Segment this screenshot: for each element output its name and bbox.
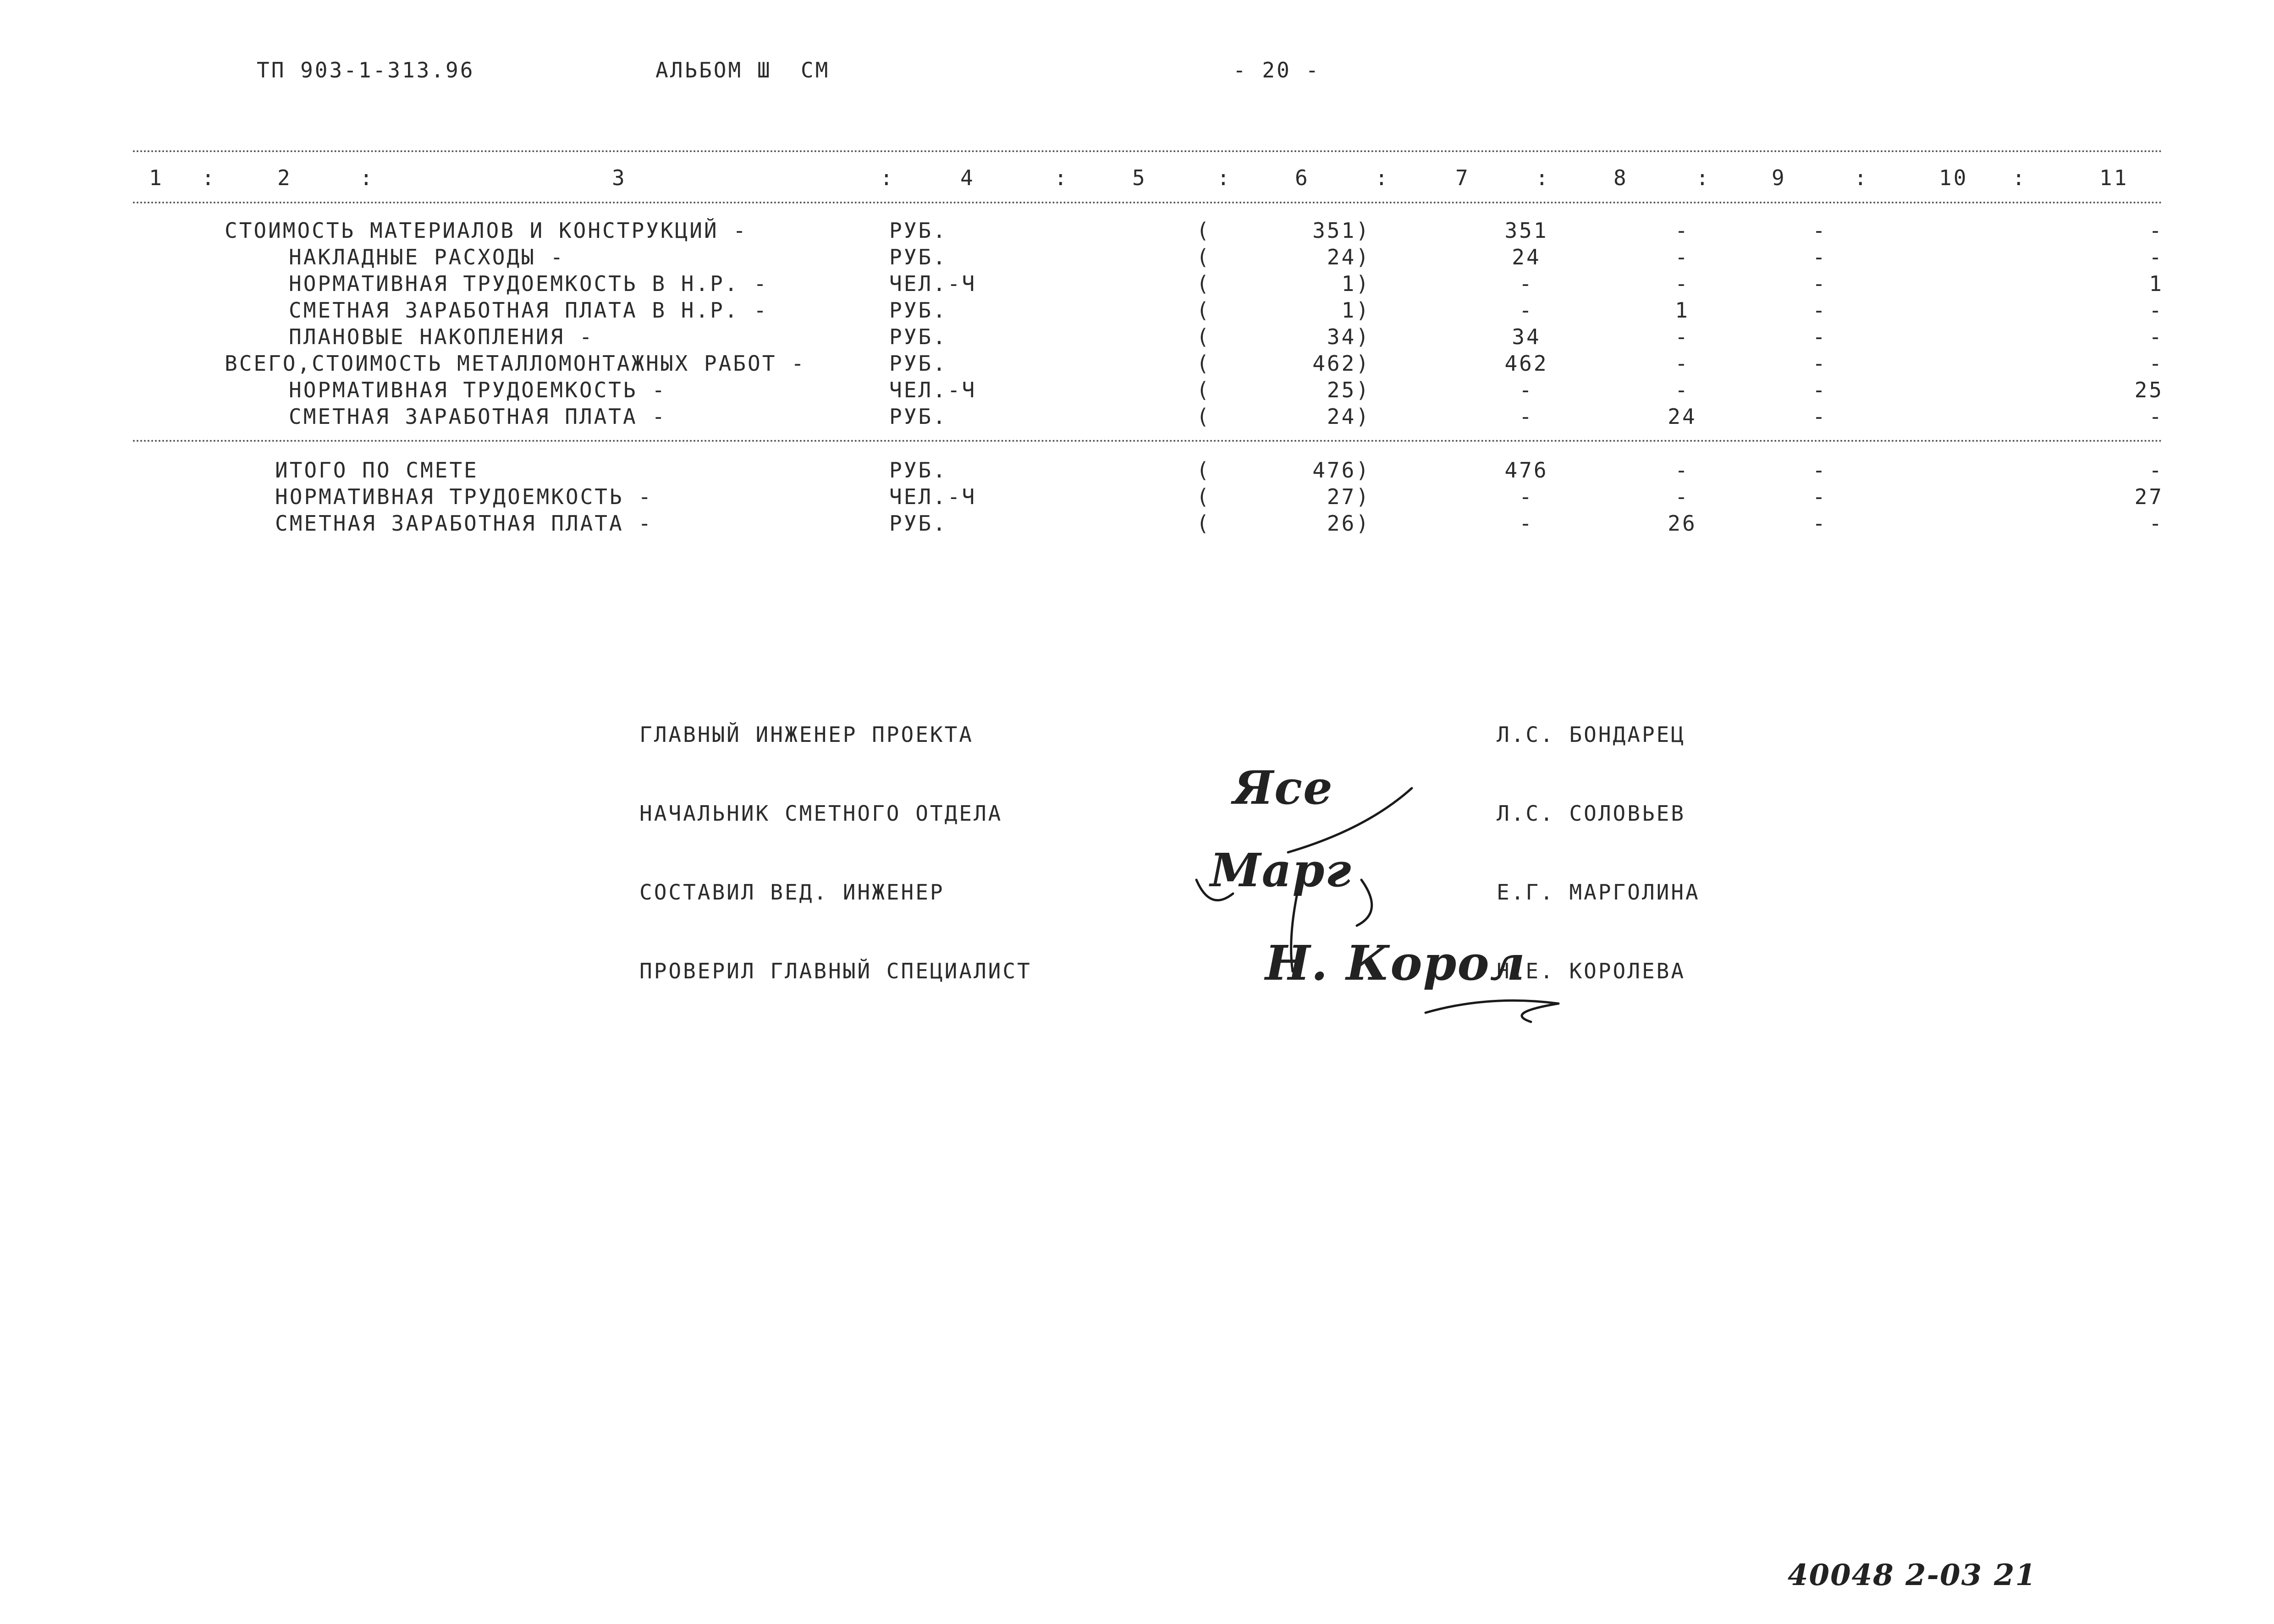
row-col11: 1 — [2149, 271, 2164, 296]
row-col8: - — [1675, 218, 1690, 243]
row-name: СМЕТНАЯ ЗАРАБОТНАЯ ПЛАТА - — [275, 511, 653, 536]
row-col6: 1) — [1341, 271, 1371, 296]
column-number: 11 — [2099, 165, 2129, 190]
row-col9: - — [1812, 458, 1827, 483]
column-number: 1 — [149, 165, 164, 190]
signature-solovyev: Ясе — [1233, 761, 1333, 815]
row-paren: ( — [1196, 271, 1211, 296]
row-col8: - — [1675, 484, 1690, 509]
row-col8: - — [1675, 245, 1690, 269]
row-col6: 27) — [1327, 484, 1371, 509]
row-col6: 24) — [1327, 245, 1371, 269]
row-name: СМЕТНАЯ ЗАРАБОТНАЯ ПЛАТА В Н.Р. - — [289, 298, 768, 323]
row-name: СМЕТНАЯ ЗАРАБОТНАЯ ПЛАТА - — [289, 404, 667, 429]
inventory-number: 40048 2-03 — [1788, 1558, 1983, 1592]
signatory-name: Л.С. БОНДАРЕЦ — [1497, 722, 1686, 747]
row-col8: - — [1675, 324, 1690, 349]
row-col11: - — [2149, 324, 2164, 349]
row-col11: - — [2149, 458, 2164, 483]
row-paren: ( — [1196, 218, 1211, 243]
signatory-name: Л.С. СОЛОВЬЕВ — [1497, 801, 1686, 826]
row-col6: 351) — [1312, 218, 1371, 243]
sheet-number: 21 — [1994, 1558, 2037, 1592]
row-name: ИТОГО ПО СМЕТЕ — [275, 458, 479, 483]
row-col6: 462) — [1312, 351, 1371, 376]
row-col7: 476 — [1504, 458, 1548, 483]
row-col9: - — [1812, 245, 1827, 269]
column-number: 9 — [1772, 165, 1786, 190]
row-paren: ( — [1196, 404, 1211, 429]
column-number: 2 — [277, 165, 292, 190]
row-paren: ( — [1196, 378, 1211, 402]
signatory-name: Н.Е. КОРОЛЕВА — [1497, 959, 1686, 983]
row-col9: - — [1812, 298, 1827, 323]
row-col7: - — [1519, 378, 1534, 402]
row-col11: - — [2149, 351, 2164, 376]
column-separator: : — [1375, 165, 1390, 190]
row-unit: ЧЕЛ.-Ч — [889, 484, 977, 509]
column-separator: : — [1696, 165, 1711, 190]
rule-before-totals — [133, 440, 2164, 442]
row-unit: ЧЕЛ.-Ч — [889, 378, 977, 402]
row-col6: 26) — [1327, 511, 1371, 536]
row-name: ВСЕГО,СТОИМОСТЬ МЕТАЛЛОМОНТАЖНЫХ РАБОТ - — [225, 351, 806, 376]
row-unit: РУБ. — [889, 324, 947, 349]
column-number: 10 — [1939, 165, 1968, 190]
column-number: 4 — [960, 165, 975, 190]
row-name: ПЛАНОВЫЕ НАКОПЛЕНИЯ - — [289, 324, 594, 349]
row-paren: ( — [1196, 245, 1211, 269]
row-col11: 25 — [2134, 378, 2164, 402]
signature-koroleva-stroke — [1421, 976, 1595, 1031]
row-col11: 27 — [2134, 484, 2164, 509]
column-number: 6 — [1295, 165, 1310, 190]
signatory-role: ПРОВЕРИЛ ГЛАВНЫЙ СПЕЦИАЛИСТ — [639, 959, 1032, 983]
row-col11: - — [2149, 511, 2164, 536]
document-code: ТП 903-1-313.96 — [257, 58, 475, 82]
row-col7: 351 — [1504, 218, 1548, 243]
row-col7: - — [1519, 511, 1534, 536]
signatory-role: НАЧАЛЬНИК СМЕТНОГО ОТДЕЛА — [639, 801, 1003, 826]
row-unit: РУБ. — [889, 404, 947, 429]
row-col9: - — [1812, 271, 1827, 296]
row-unit: РУБ. — [889, 458, 947, 483]
row-unit: РУБ. — [889, 298, 947, 323]
row-unit: РУБ. — [889, 511, 947, 536]
column-number: 3 — [612, 165, 627, 190]
album-label: АЛЬБОМ Ш СМ — [655, 58, 830, 82]
row-col11: - — [2149, 404, 2164, 429]
row-unit: РУБ. — [889, 351, 947, 376]
row-col8: - — [1675, 351, 1690, 376]
row-col7: 24 — [1512, 245, 1541, 269]
row-name: НОРМАТИВНАЯ ТРУДОЕМКОСТЬ В Н.Р. - — [289, 271, 768, 296]
row-col7: - — [1519, 298, 1534, 323]
row-col6: 34) — [1327, 324, 1371, 349]
row-paren: ( — [1196, 458, 1211, 483]
row-paren: ( — [1196, 484, 1211, 509]
signatory-role: ГЛАВНЫЙ ИНЖЕНЕР ПРОЕКТА — [639, 722, 974, 747]
row-col8: 26 — [1668, 511, 1697, 536]
rule-top — [133, 150, 2164, 152]
row-name: НАКЛАДНЫЕ РАСХОДЫ - — [289, 245, 565, 269]
column-separator: : — [1854, 165, 1869, 190]
row-col8: 1 — [1675, 298, 1690, 323]
row-unit: РУБ. — [889, 245, 947, 269]
row-col6: 1) — [1341, 298, 1371, 323]
row-col7: 462 — [1504, 351, 1548, 376]
row-col9: - — [1812, 378, 1827, 402]
row-paren: ( — [1196, 324, 1211, 349]
row-col7: - — [1519, 271, 1534, 296]
row-paren: ( — [1196, 511, 1211, 536]
row-paren: ( — [1196, 351, 1211, 376]
row-unit: РУБ. — [889, 218, 947, 243]
row-name: НОРМАТИВНАЯ ТРУДОЕМКОСТЬ - — [289, 378, 667, 402]
column-number: 7 — [1455, 165, 1470, 190]
column-separator: : — [360, 165, 374, 190]
column-separator: : — [880, 165, 895, 190]
row-col9: - — [1812, 324, 1827, 349]
row-name: СТОИМОСТЬ МАТЕРИАЛОВ И КОНСТРУКЦИЙ - — [225, 218, 748, 243]
row-col6: 25) — [1327, 378, 1371, 402]
page-number: - 20 - — [1233, 58, 1321, 82]
column-separator: : — [202, 165, 216, 190]
row-col11: - — [2149, 298, 2164, 323]
row-col7: - — [1519, 404, 1534, 429]
row-col7: - — [1519, 484, 1534, 509]
row-col9: - — [1812, 351, 1827, 376]
row-col9: - — [1812, 511, 1827, 536]
signatory-name: Е.Г. МАРГОЛИНА — [1497, 880, 1700, 905]
row-col8: - — [1675, 458, 1690, 483]
column-separator: : — [1054, 165, 1069, 190]
rule-under-header — [133, 202, 2164, 203]
column-separator: : — [1536, 165, 1550, 190]
row-unit: ЧЕЛ.-Ч — [889, 271, 977, 296]
signature-margolina: Марг — [1210, 843, 1352, 897]
column-number: 5 — [1132, 165, 1147, 190]
signatory-role: СОСТАВИЛ ВЕД. ИНЖЕНЕР — [639, 880, 945, 905]
row-name: НОРМАТИВНАЯ ТРУДОЕМКОСТЬ - — [275, 484, 653, 509]
row-col9: - — [1812, 484, 1827, 509]
row-col6: 476) — [1312, 458, 1371, 483]
row-col7: 34 — [1512, 324, 1541, 349]
row-col11: - — [2149, 245, 2164, 269]
signature-koroleva: Н. Корол — [1265, 935, 1526, 991]
row-col8: - — [1675, 378, 1690, 402]
row-col8: - — [1675, 271, 1690, 296]
row-paren: ( — [1196, 298, 1211, 323]
column-separator: : — [2012, 165, 2027, 190]
row-col11: - — [2149, 218, 2164, 243]
row-col9: - — [1812, 218, 1827, 243]
row-col8: 24 — [1668, 404, 1697, 429]
row-col9: - — [1812, 404, 1827, 429]
row-col6: 24) — [1327, 404, 1371, 429]
column-number: 8 — [1613, 165, 1628, 190]
column-separator: : — [1217, 165, 1232, 190]
